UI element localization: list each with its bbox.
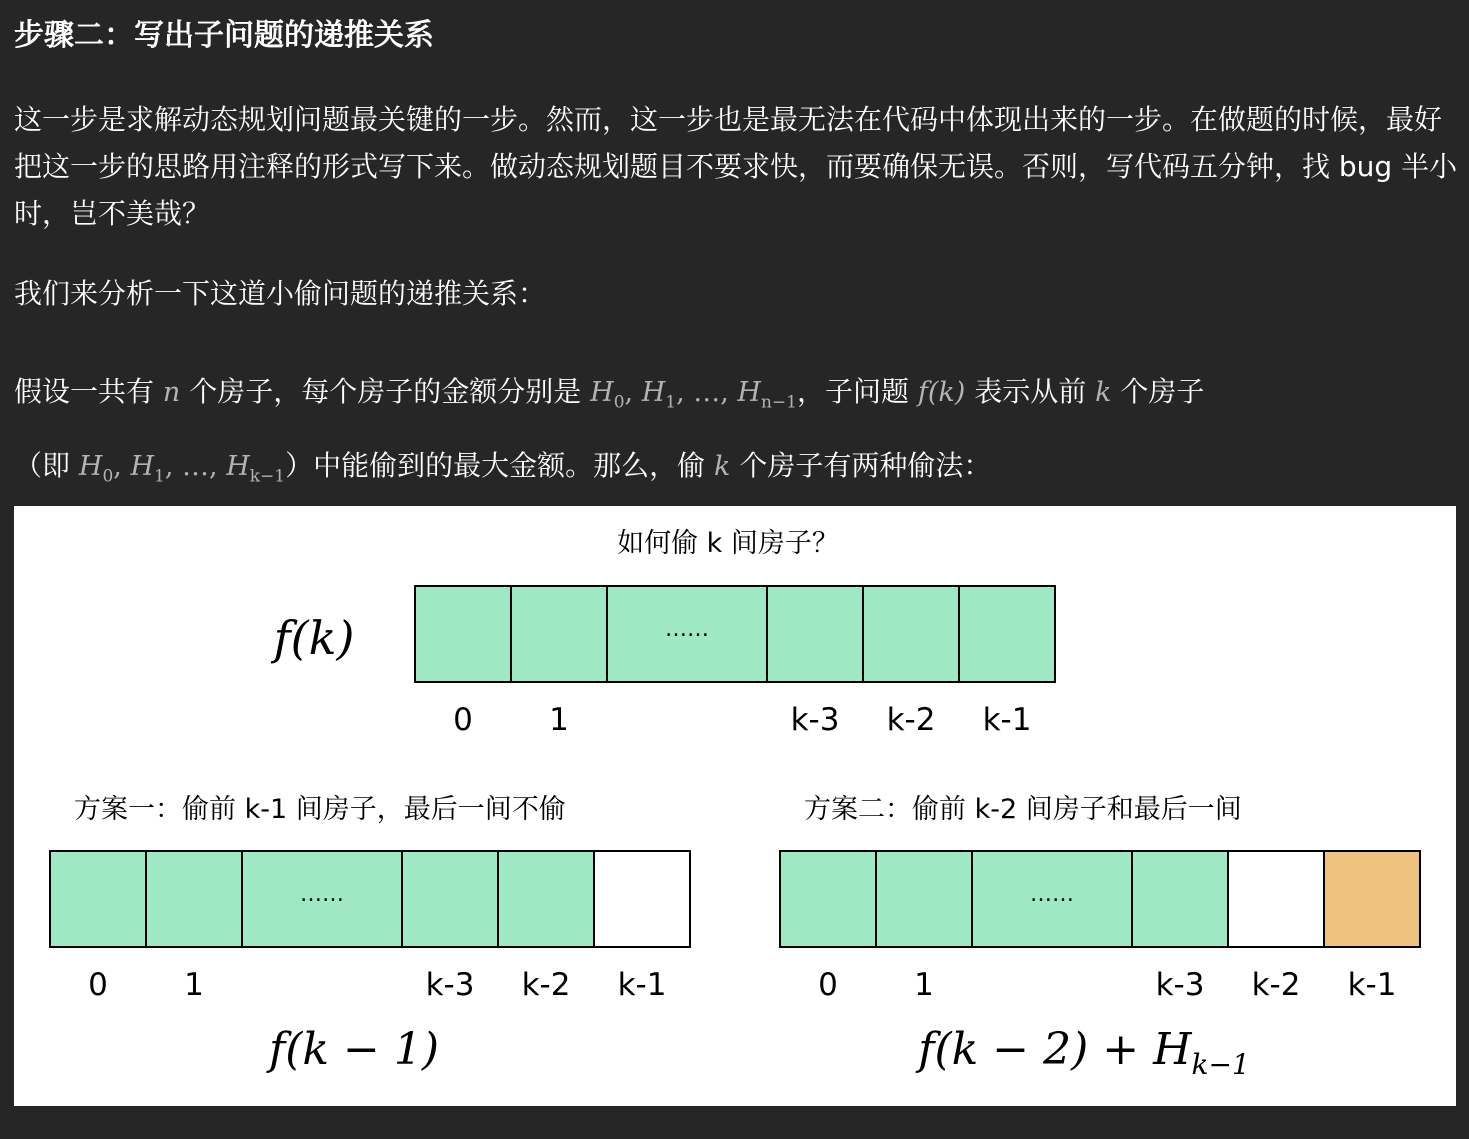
plan2-index-label: k-2 bbox=[1251, 967, 1301, 1003]
house-cell bbox=[767, 586, 863, 682]
math-house-list-k: $H_0$, $H_1$, …, $H_{k-1}$ bbox=[78, 451, 286, 487]
text-seg: ，子问题 bbox=[796, 375, 909, 408]
top-index-label: k-3 bbox=[790, 702, 840, 738]
intro-paragraph: 这一步是求解动态规划问题最关键的一步。然而，这一步也是最无法在代码中体现出来的一步。在做题的时候，最好把这一步的思路用注释的形式写下来。做动态规划题目不要求快，而要确保无误。否则，写代码五分钟，找 bug 半小时，岂不美哉？ bbox=[14, 103, 1458, 230]
diagram-svg bbox=[14, 506, 1456, 1106]
top-index-label: k-2 bbox=[886, 702, 936, 738]
plan2-index-label: k-1 bbox=[1347, 967, 1397, 1003]
section-heading: 步骤二：写出子问题的递推关系 bbox=[14, 18, 434, 53]
math-fk: f(k) bbox=[917, 377, 966, 408]
formula-plan1: f(k − 1) bbox=[268, 1024, 440, 1075]
house-cell bbox=[402, 851, 498, 947]
top-index-label: k-1 bbox=[982, 702, 1032, 738]
text-seg: 个房子有两种偷法： bbox=[739, 449, 992, 483]
analysis-lead: 我们来分析一下这道小偷问题的递推关系： bbox=[14, 277, 547, 310]
house-cell bbox=[498, 851, 594, 947]
ellipsis-label: …… bbox=[665, 617, 709, 642]
plan1-index-label: 1 bbox=[184, 967, 204, 1003]
plan1-title: 方案一：偷前 k-1 间房子，最后一间不偷 bbox=[74, 794, 566, 825]
text-seg: 个房子，每个房子的金额分别是 bbox=[189, 375, 582, 408]
index-labels-plan1 bbox=[88, 967, 666, 1003]
house-cell bbox=[146, 851, 242, 947]
house-row-plan2 bbox=[780, 851, 1420, 947]
plan1-index-label: k-2 bbox=[521, 967, 571, 1003]
formula-plan2-sub: k−1 bbox=[1191, 1048, 1250, 1081]
index-labels-plan2 bbox=[818, 967, 1396, 1003]
math-house-list: $H_0$, $H_1$, …, $H_{n-1}$ bbox=[590, 377, 797, 413]
plan2-index-label: 1 bbox=[914, 967, 934, 1003]
house-cell bbox=[1228, 851, 1324, 947]
house-row-plan1 bbox=[50, 851, 690, 947]
text-seg: 假设一共有 bbox=[14, 375, 155, 408]
text-seg: ）中能偷到的最大金额。那么，偷 bbox=[285, 449, 706, 483]
house-cell bbox=[780, 851, 876, 947]
plan2-index-label: 0 bbox=[818, 967, 838, 1003]
plan1-index-label: k-1 bbox=[617, 967, 667, 1003]
formula-fk: f(k) bbox=[273, 611, 355, 665]
house-row-top bbox=[415, 586, 1055, 682]
house-cell bbox=[594, 851, 690, 947]
text-seg: 表示从前 bbox=[974, 375, 1087, 408]
house-cell bbox=[876, 851, 972, 947]
house-cell bbox=[511, 586, 607, 682]
formula-plan2 bbox=[915, 1024, 1250, 1081]
house-cell bbox=[959, 586, 1055, 682]
plan2-title: 方案二：偷前 k-2 间房子和最后一间 bbox=[804, 794, 1242, 825]
house-cell bbox=[863, 586, 959, 682]
math-n: n bbox=[162, 377, 181, 408]
figure-title: 如何偷 k 间房子？ bbox=[617, 528, 839, 559]
text-seg: （即 bbox=[14, 449, 71, 483]
top-index-label: 0 bbox=[453, 702, 473, 738]
top-index-label: 1 bbox=[549, 702, 569, 738]
math-k: k bbox=[714, 451, 731, 483]
house-cell bbox=[1132, 851, 1228, 947]
math-k: k bbox=[1095, 377, 1112, 408]
index-labels-top bbox=[453, 702, 1031, 738]
ellipsis-label: …… bbox=[300, 882, 344, 907]
house-cell bbox=[1324, 851, 1420, 947]
plan2-index-label: k-3 bbox=[1155, 967, 1205, 1003]
text-seg: 个房子 bbox=[1120, 375, 1205, 408]
house-cell bbox=[50, 851, 146, 947]
plan1-index-label: 0 bbox=[88, 967, 108, 1003]
formula-plan2-main: f(k − 2) + H bbox=[918, 1024, 1192, 1075]
house-robber-diagram bbox=[14, 506, 1456, 1106]
plan1-index-label: k-3 bbox=[425, 967, 475, 1003]
assumption-paragraph bbox=[14, 360, 1459, 509]
ellipsis-label: …… bbox=[1030, 882, 1074, 907]
house-cell bbox=[415, 586, 511, 682]
